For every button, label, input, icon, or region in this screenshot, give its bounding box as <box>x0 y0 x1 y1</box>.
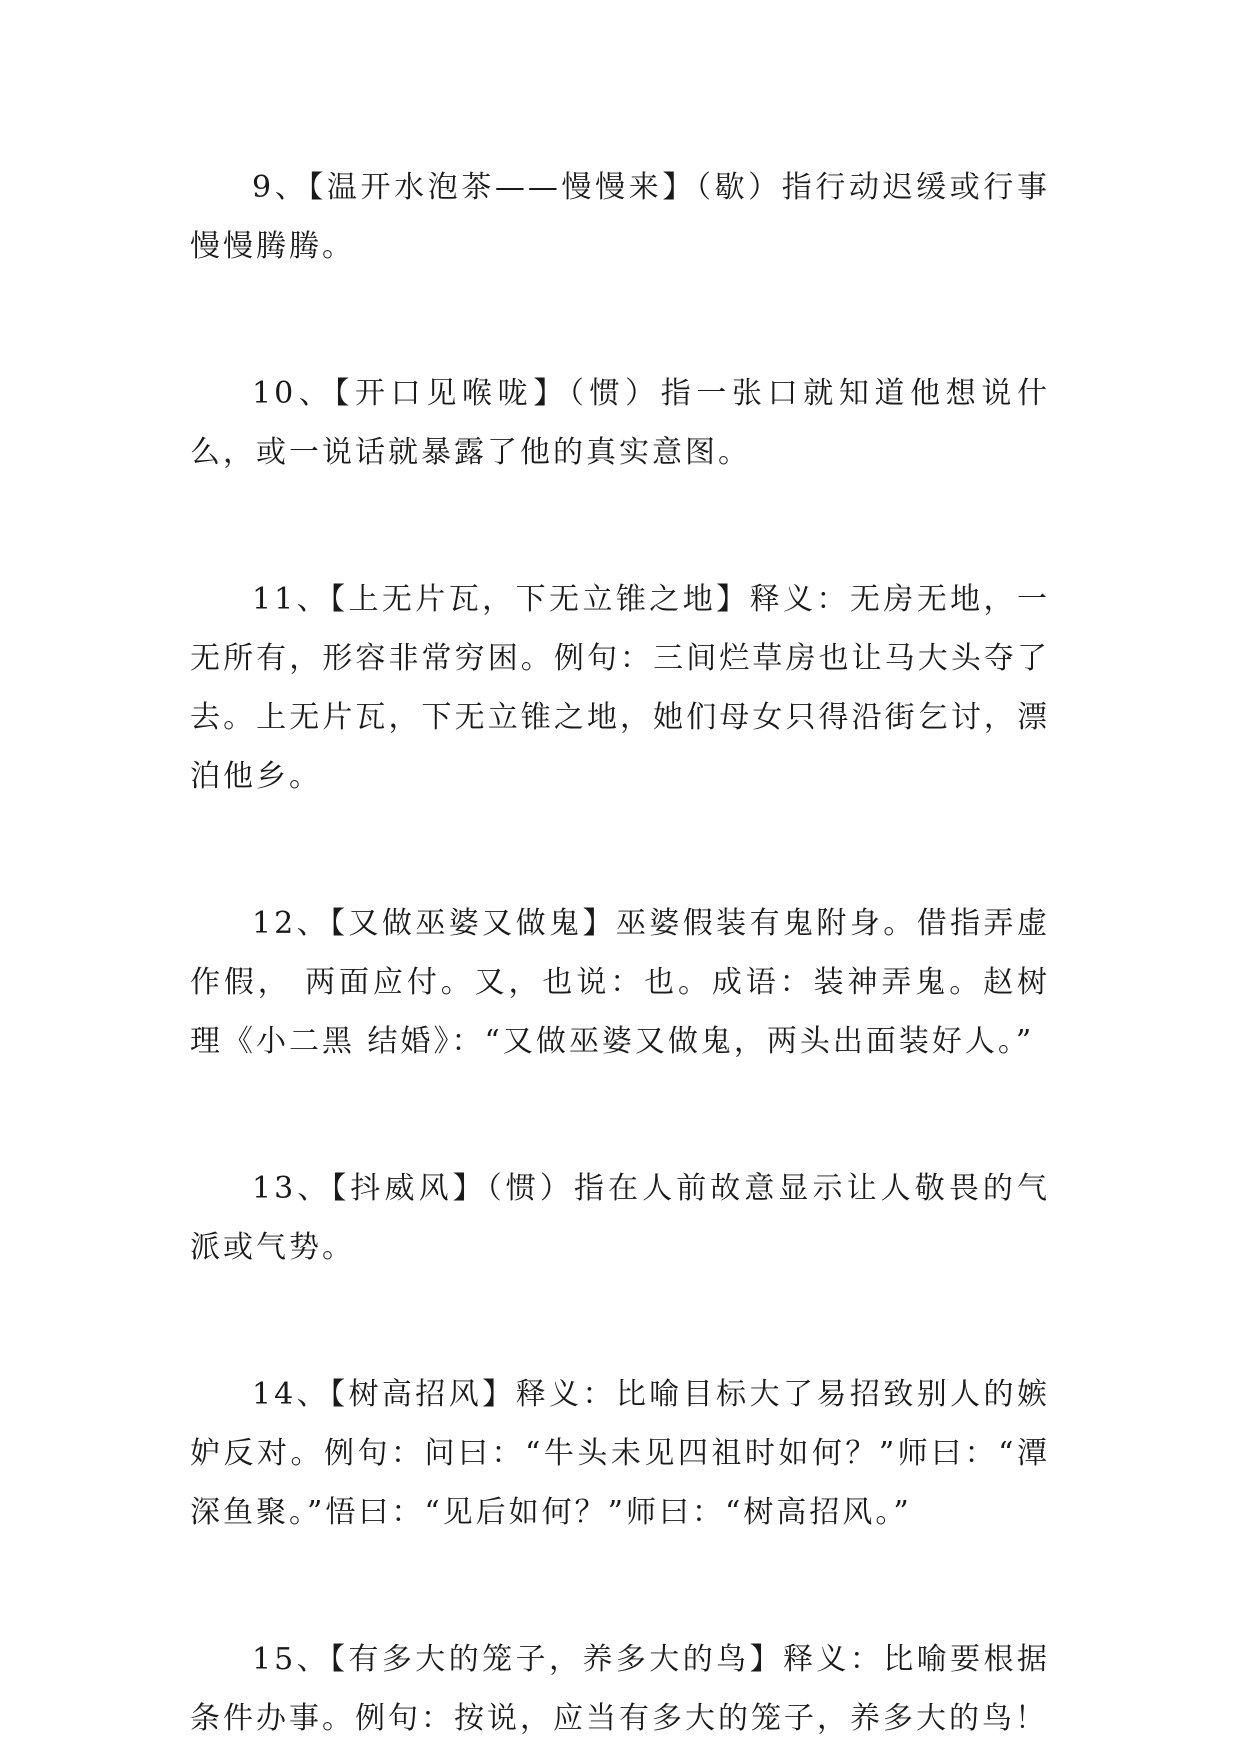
entry-11: 11、【上无片瓦，下无立锥之地】释义：无房无地，一无所有，形容非常穷困。例句：三间烂草房也让马大头夺了去。上无片瓦，下无立锥之地，她们母女只得沿街乞讨，漂泊他乡。 <box>190 582 1050 794</box>
entry-12: 12、【又做巫婆又做鬼】巫婆假装有鬼附身。借指弄虚作假， 两面应付。又，也说：也。成语：装神弄鬼。赵树理《小二黑 结婚》：“又做巫婆又做鬼，两头出面装好人。” <box>190 906 1050 1059</box>
entry-15: 15、【有多大的笼子，养多大的鸟】释义：比喻要根据条件办事。例句：按说，应当有多大的笼子，养多大的鸟！ <box>190 1642 1050 1736</box>
entry-9: 9、【温开水泡茶——慢慢来】（歇）指行动迟缓或行事慢慢腾腾。 <box>190 170 1050 264</box>
entry-13: 13、【抖威风】（惯）指在人前故意显示让人敬畏的气派或气势。 <box>190 1171 1050 1265</box>
entry-10: 10、【开口见喉咙】（惯）指一张口就知道他想说什么，或一说话就暴露了他的真实意图。 <box>190 376 1050 470</box>
entry-14: 14、【树高招风】释义：比喻目标大了易招致别人的嫉妒反对。例句：问曰：“牛头未见四祖时如何？”师曰：“潭深鱼聚。”悟曰：“见后如何？”师曰：“树高招风。” <box>190 1377 1050 1530</box>
document-page <box>190 158 1050 1748</box>
